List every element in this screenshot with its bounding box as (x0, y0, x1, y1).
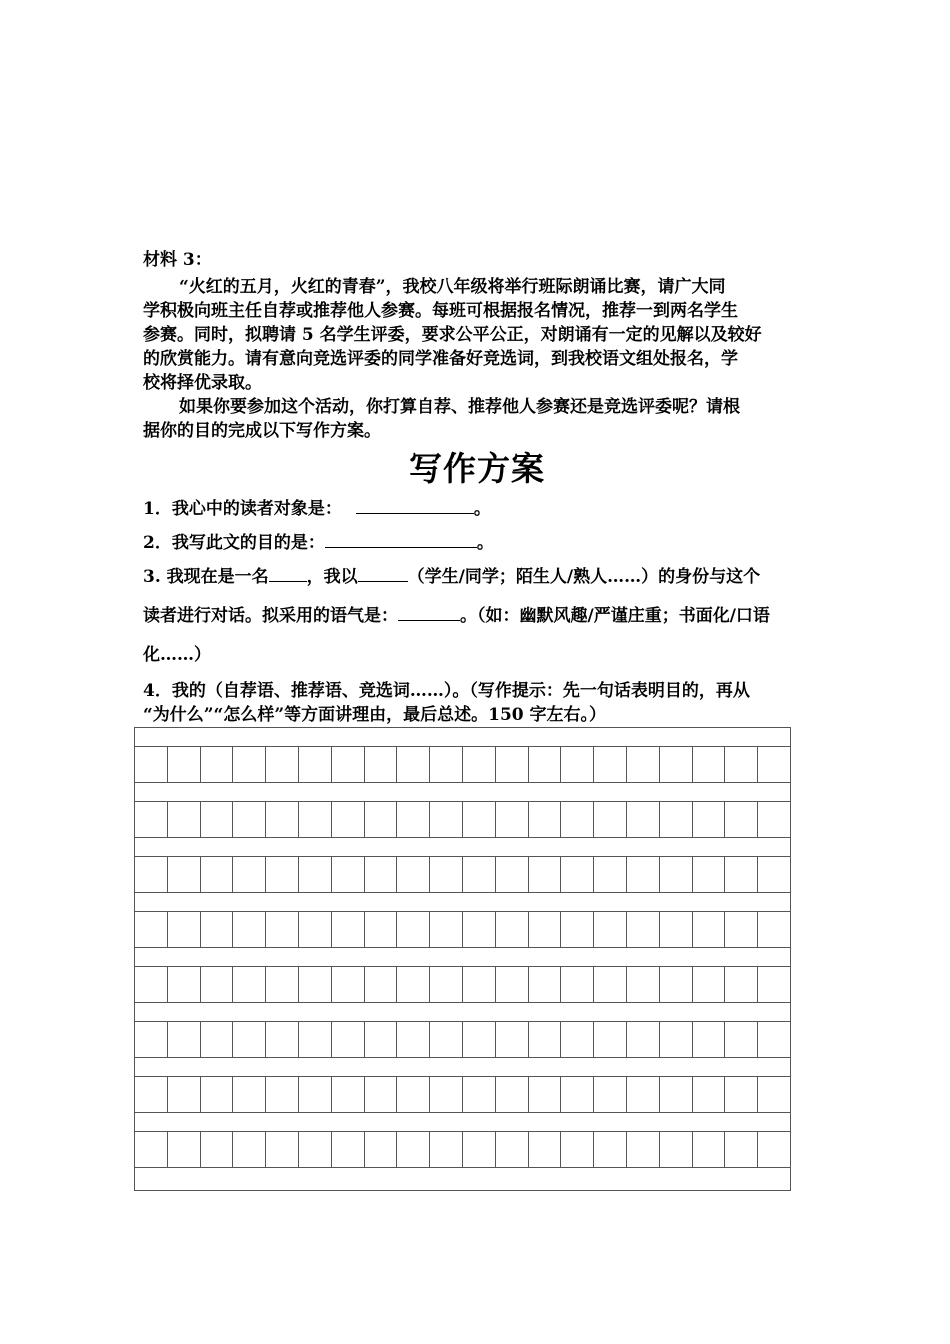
grid-cell[interactable] (397, 802, 430, 837)
grid-cell[interactable] (660, 747, 693, 782)
grid-row (135, 1132, 790, 1168)
grid-cell[interactable] (397, 912, 430, 947)
grid-cell[interactable] (266, 802, 299, 837)
grid-cell[interactable] (299, 1077, 332, 1112)
grid-cell[interactable] (693, 1132, 726, 1167)
grid-cell[interactable] (365, 802, 398, 837)
grid-cell[interactable] (201, 857, 234, 892)
grid-cell[interactable] (365, 747, 398, 782)
plan-title: 写作方案 (409, 449, 545, 488)
grid-row (135, 802, 790, 838)
grid-cell[interactable] (529, 967, 562, 1002)
grid-cell[interactable] (135, 1022, 168, 1057)
grid-cell[interactable] (168, 967, 201, 1002)
grid-cell[interactable] (365, 967, 398, 1002)
grid-cell[interactable] (627, 802, 660, 837)
material-paragraph-1 (143, 275, 811, 395)
grid-cell[interactable] (365, 857, 398, 892)
material-heading: 材料 3： (143, 250, 212, 270)
grid-cell[interactable] (397, 1022, 430, 1057)
grid-cell[interactable] (660, 1077, 693, 1112)
role-blank[interactable] (358, 565, 408, 582)
grid-cell[interactable] (332, 802, 365, 837)
question-3-line-2 (143, 604, 811, 628)
grid-cell[interactable] (430, 1132, 463, 1167)
grid-cell[interactable] (660, 967, 693, 1002)
grid-cell[interactable] (660, 1132, 693, 1167)
grid-cell[interactable] (561, 967, 594, 1002)
grid-cell[interactable] (332, 1077, 365, 1112)
grid-row (135, 747, 790, 783)
grid-cell[interactable] (693, 967, 726, 1002)
grid-cell[interactable] (627, 912, 660, 947)
grid-cell[interactable] (135, 747, 168, 782)
grid-row (135, 967, 790, 1003)
grid-cell[interactable] (529, 747, 562, 782)
grid-cell[interactable] (725, 912, 758, 947)
paragraph-line: 如果你要参加这个活动，你打算自荐、推荐他人参赛还是竞选评委呢？请根 (179, 397, 740, 417)
grid-cell[interactable] (332, 857, 365, 892)
grid-gap (135, 1168, 790, 1187)
grid-cell[interactable] (594, 967, 627, 1002)
grid-cell[interactable] (725, 1077, 758, 1112)
question-2 (143, 531, 811, 555)
grid-cell[interactable] (397, 1132, 430, 1167)
grid-cell[interactable] (758, 1022, 790, 1057)
grid-cell[interactable] (594, 1022, 627, 1057)
grid-cell[interactable] (496, 857, 529, 892)
identity-blank[interactable] (269, 565, 307, 582)
paragraph-line: 的欣赏能力。请有意向竞选评委的同学准备好竞选词，到我校语文组处报名，学 (143, 349, 738, 369)
grid-cell[interactable] (627, 1077, 660, 1112)
grid-cell[interactable] (397, 967, 430, 1002)
reader-blank[interactable] (356, 497, 474, 514)
grid-cell[interactable] (233, 1132, 266, 1167)
grid-cell[interactable] (135, 1132, 168, 1167)
grid-cell[interactable] (135, 967, 168, 1002)
document-body (143, 248, 811, 727)
grid-cell[interactable] (233, 1077, 266, 1112)
grid-cell[interactable] (463, 1022, 496, 1057)
grid-cell[interactable] (529, 1022, 562, 1057)
grid-cell[interactable] (496, 1022, 529, 1057)
question-4-line-1: 4．我的（自荐语、推荐语、竞选词……）。（写作提示：先一句话表明目的，再从 (143, 681, 750, 701)
question-2-end: 。 (476, 533, 494, 553)
grid-cell[interactable] (332, 967, 365, 1002)
grid-cell[interactable] (233, 1022, 266, 1057)
grid-cell[interactable] (758, 1077, 790, 1112)
question-4-line-2: “为什么”“怎么样”等方面讲理由，最后总述。150 字左右。） (143, 705, 607, 725)
grid-cell[interactable] (332, 1132, 365, 1167)
grid-cell[interactable] (725, 967, 758, 1002)
grid-cell[interactable] (365, 912, 398, 947)
grid-gap (135, 1003, 790, 1022)
grid-gap (135, 728, 790, 747)
grid-cell[interactable] (233, 747, 266, 782)
grid-cell[interactable] (397, 747, 430, 782)
grid-cell[interactable] (725, 1132, 758, 1167)
grid-cell[interactable] (496, 967, 529, 1002)
grid-cell[interactable] (233, 967, 266, 1002)
grid-cell[interactable] (233, 802, 266, 837)
grid-cell[interactable] (529, 912, 562, 947)
grid-cell[interactable] (758, 912, 790, 947)
grid-cell[interactable] (233, 857, 266, 892)
grid-cell[interactable] (299, 967, 332, 1002)
grid-cell[interactable] (463, 857, 496, 892)
grid-row (135, 1022, 790, 1058)
grid-cell[interactable] (201, 1132, 234, 1167)
grid-cell[interactable] (430, 747, 463, 782)
grid-cell[interactable] (430, 912, 463, 947)
grid-cell[interactable] (201, 1077, 234, 1112)
grid-cell[interactable] (463, 802, 496, 837)
paragraph-line: 学积极向班主任自荐或推荐他人参赛。每班可根据报名情况，推荐一到两名学生 (143, 301, 738, 321)
grid-cell[interactable] (365, 1022, 398, 1057)
grid-cell[interactable] (430, 802, 463, 837)
paragraph-line: “火红的五月，火红的青春”，我校八年级将举行班际朗诵比赛，请广大同 (179, 277, 726, 297)
grid-gap (135, 948, 790, 967)
grid-cell[interactable] (725, 857, 758, 892)
grid-cell[interactable] (463, 1132, 496, 1167)
question-3-line-3: 化……） (143, 645, 211, 665)
grid-cell[interactable] (725, 747, 758, 782)
grid-cell[interactable] (430, 1022, 463, 1057)
grid-cell[interactable] (758, 857, 790, 892)
grid-cell[interactable] (758, 967, 790, 1002)
grid-cell[interactable] (332, 747, 365, 782)
grid-gap (135, 1058, 790, 1077)
question-3-part1: 3. 我现在是一名 (143, 567, 269, 587)
grid-cell[interactable] (168, 1132, 201, 1167)
grid-cell[interactable] (266, 1022, 299, 1057)
grid-cell[interactable] (168, 912, 201, 947)
grid-cell[interactable] (201, 802, 234, 837)
writing-grid (134, 727, 791, 1191)
grid-cell[interactable] (463, 912, 496, 947)
grid-cell[interactable] (627, 857, 660, 892)
grid-gap (135, 838, 790, 857)
grid-cell[interactable] (299, 1132, 332, 1167)
grid-cell[interactable] (693, 857, 726, 892)
grid-cell[interactable] (168, 747, 201, 782)
paragraph-line: 参赛。同时，拟聘请 5 名学生评委，要求公平公正，对朗诵有一定的见解以及较好 (143, 325, 762, 345)
grid-cell[interactable] (627, 747, 660, 782)
grid-cell[interactable] (627, 1132, 660, 1167)
grid-row (135, 857, 790, 893)
grid-cell[interactable] (529, 857, 562, 892)
question-3-line2a: 读者进行对话。拟采用的语气是： (143, 606, 398, 626)
grid-cell[interactable] (693, 1022, 726, 1057)
grid-cell[interactable] (266, 747, 299, 782)
grid-row (135, 1077, 790, 1113)
grid-cell[interactable] (594, 1077, 627, 1112)
grid-cell[interactable] (627, 967, 660, 1002)
grid-cell[interactable] (135, 802, 168, 837)
grid-cell[interactable] (168, 1022, 201, 1057)
grid-cell[interactable] (693, 802, 726, 837)
grid-cell[interactable] (529, 802, 562, 837)
grid-cell[interactable] (594, 747, 627, 782)
grid-cell[interactable] (529, 1077, 562, 1112)
grid-cell[interactable] (758, 802, 790, 837)
grid-cell[interactable] (725, 802, 758, 837)
grid-cell[interactable] (561, 1022, 594, 1057)
grid-cell[interactable] (561, 857, 594, 892)
grid-cell[interactable] (463, 967, 496, 1002)
grid-cell[interactable] (266, 1132, 299, 1167)
grid-cell[interactable] (201, 747, 234, 782)
grid-cell[interactable] (561, 802, 594, 837)
grid-cell[interactable] (627, 1022, 660, 1057)
question-3-part2: ，我以 (306, 567, 358, 587)
grid-cell[interactable] (463, 1077, 496, 1112)
grid-cell[interactable] (594, 802, 627, 837)
grid-cell[interactable] (299, 747, 332, 782)
grid-cell[interactable] (463, 747, 496, 782)
grid-cell[interactable] (561, 912, 594, 947)
grid-gap (135, 1113, 790, 1132)
grid-cell[interactable] (693, 1077, 726, 1112)
grid-cell[interactable] (299, 1022, 332, 1057)
question-3-part3: （学生/同学；陌生人/熟人……）的身份与这个 (407, 567, 761, 587)
grid-row (135, 912, 790, 948)
question-2-text: 2．我写此文的目的是： (143, 533, 325, 553)
grid-cell[interactable] (365, 1132, 398, 1167)
grid-cell[interactable] (561, 1077, 594, 1112)
paragraph-line: 据你的目的完成以下写作方案。 (143, 421, 381, 441)
grid-cell[interactable] (725, 1022, 758, 1057)
grid-cell[interactable] (332, 1022, 365, 1057)
grid-gap (135, 783, 790, 802)
grid-cell[interactable] (299, 912, 332, 947)
grid-cell[interactable] (266, 857, 299, 892)
grid-cell[interactable] (594, 857, 627, 892)
grid-cell[interactable] (201, 912, 234, 947)
grid-cell[interactable] (365, 1077, 398, 1112)
grid-cell[interactable] (561, 1132, 594, 1167)
grid-cell[interactable] (660, 912, 693, 947)
grid-cell[interactable] (332, 912, 365, 947)
grid-cell[interactable] (168, 802, 201, 837)
grid-cell[interactable] (693, 912, 726, 947)
grid-cell[interactable] (135, 857, 168, 892)
grid-cell[interactable] (561, 747, 594, 782)
grid-cell[interactable] (594, 1132, 627, 1167)
paragraph-line: 校将择优录取。 (143, 373, 262, 393)
grid-cell[interactable] (233, 912, 266, 947)
grid-cell[interactable] (266, 1077, 299, 1112)
grid-gap (135, 893, 790, 912)
tone-blank[interactable] (398, 604, 460, 621)
grid-cell[interactable] (430, 1077, 463, 1112)
grid-cell[interactable] (168, 857, 201, 892)
grid-cell[interactable] (168, 1077, 201, 1112)
question-3-line2b: 。（如：幽默风趣/严谨庄重；书面化/口语 (460, 606, 770, 626)
grid-cell[interactable] (529, 1132, 562, 1167)
grid-cell[interactable] (496, 1132, 529, 1167)
grid-cell[interactable] (397, 857, 430, 892)
grid-cell[interactable] (135, 1077, 168, 1112)
grid-cell[interactable] (201, 1022, 234, 1057)
grid-cell[interactable] (496, 1077, 529, 1112)
grid-cell[interactable] (266, 967, 299, 1002)
grid-cell[interactable] (660, 802, 693, 837)
material-paragraph-2 (143, 395, 811, 443)
grid-cell[interactable] (299, 857, 332, 892)
grid-cell[interactable] (496, 747, 529, 782)
grid-cell[interactable] (397, 1077, 430, 1112)
grid-cell[interactable] (266, 912, 299, 947)
grid-cell[interactable] (135, 912, 168, 947)
purpose-blank[interactable] (325, 531, 477, 548)
grid-cell[interactable] (496, 912, 529, 947)
question-1 (143, 497, 811, 521)
grid-cell[interactable] (758, 747, 790, 782)
grid-cell[interactable] (693, 747, 726, 782)
grid-cell[interactable] (430, 857, 463, 892)
grid-cell[interactable] (430, 967, 463, 1002)
question-1-text: 1．我心中的读者对象是： (143, 499, 342, 519)
question-3-line-1 (143, 565, 811, 589)
question-1-end: 。 (473, 499, 491, 519)
grid-cell[interactable] (496, 802, 529, 837)
grid-cell[interactable] (660, 857, 693, 892)
grid-cell[interactable] (660, 1022, 693, 1057)
grid-cell[interactable] (758, 1132, 790, 1167)
grid-cell[interactable] (201, 967, 234, 1002)
grid-cell[interactable] (299, 802, 332, 837)
grid-cell[interactable] (594, 912, 627, 947)
